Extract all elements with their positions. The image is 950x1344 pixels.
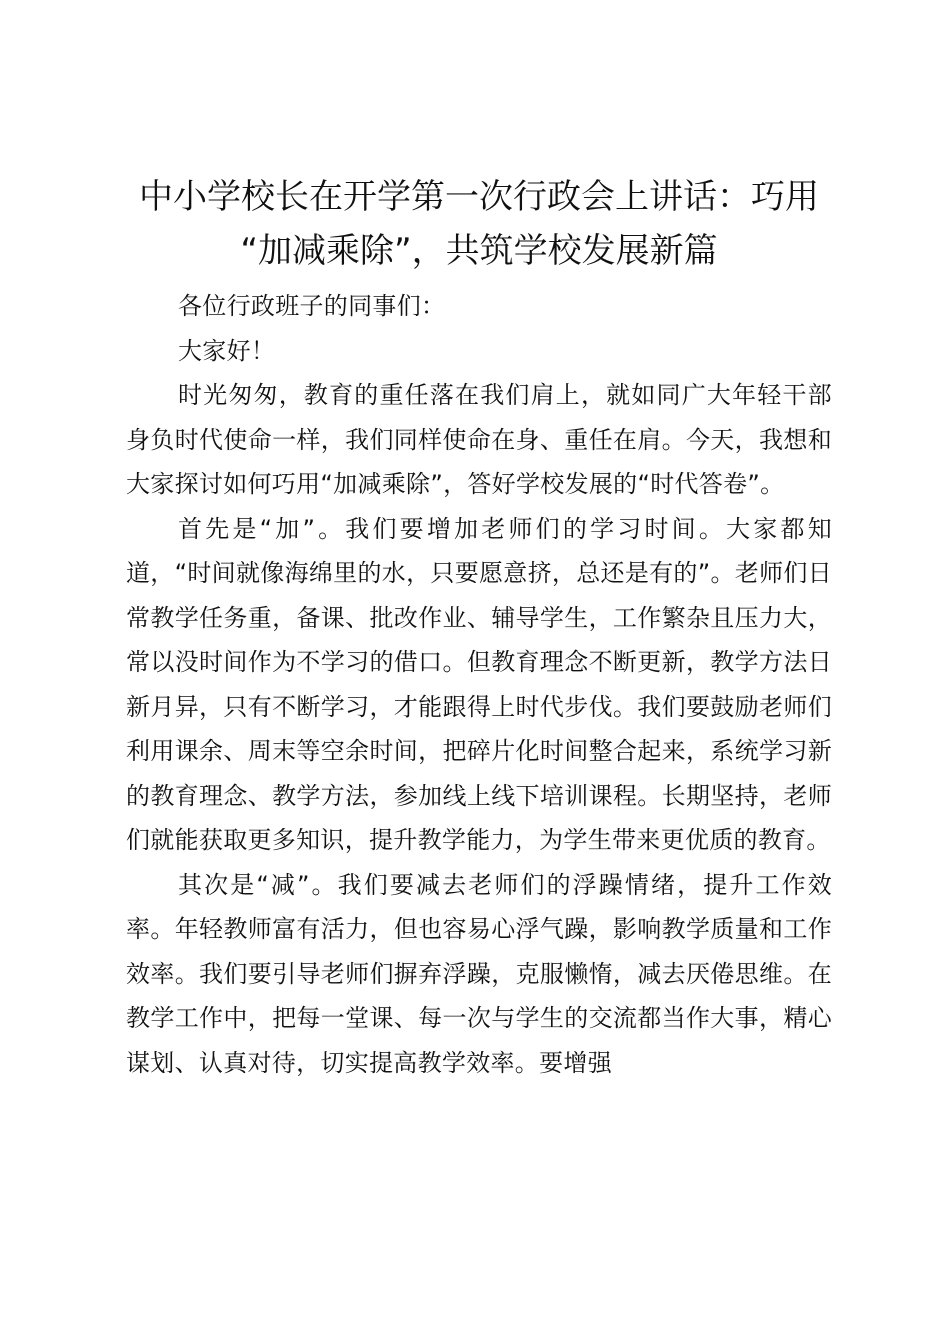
greeting: 大家好！ [178, 336, 276, 365]
title-line-2: “加减乘除”，共筑学校发展新篇 [240, 231, 718, 271]
document-body [126, 170, 832, 1085]
document-title [126, 170, 832, 278]
title-line-1: 中小学校长在开学第一次行政会上讲话：巧用 [139, 177, 819, 217]
paragraph-subtract: 其次是“减”。我们要减去老师们的浮躁情绪，提升工作效率。年轻教师富有活力，但也容易心浮气躁，影响教学质量和工作效率。我们要引导老师们摒弃浮躁，克服懒惰，减去厌倦思维。在教学工作中，把每一堂课、每一次与学生的交流都当作大事，精心谋划、认真对待，切实提高教学效率。要增强 [126, 870, 832, 1077]
paragraph-intro: 时光匆匆，教育的重任落在我们肩上，就如同广大年轻干部身负时代使命一样，我们同样使命在身、重任在肩。今天，我想和大家探讨如何巧用“加减乘除”，答好学校发展的“时代答卷”。 [126, 381, 832, 498]
paragraph-add: 首先是“加”。我们要增加老师们的学习时间。大家都知道，“时间就像海绵里的水，只要愿意挤，总还是有的”。老师们日常教学任务重，备课、批改作业、辅导学生，工作繁杂且压力大，常以没时间作为不学习的借口。但教育理念不断更新，教学方法日新月异，只有不断学习，才能跟得上时代步伐。我们要鼓励老师们利用课余、周末等空余时间，把碎片化时间整合起来，系统学习新的教育理念、教学方法，参加线上线下培训课程。长期坚持，老师们就能获取更多知识，提升教学能力，为学生带来更优质的教育。 [126, 514, 832, 854]
salutation: 各位行政班子的同事们： [178, 292, 446, 320]
